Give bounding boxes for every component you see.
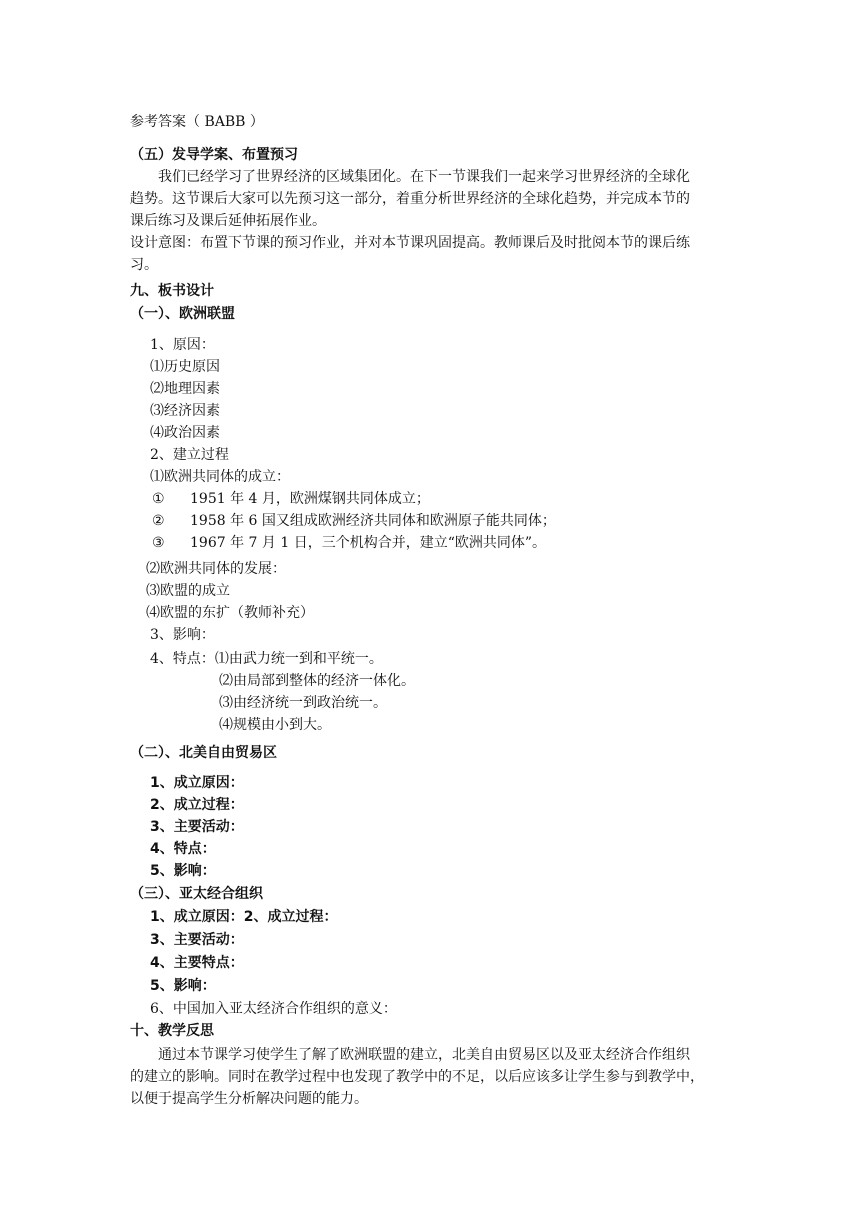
- section9-heading: 九、板书设计: [130, 283, 214, 299]
- eu-item: 1、原因：: [150, 337, 215, 353]
- apec-item: 5、影响：: [150, 978, 216, 994]
- section10-heading: 十、教学反思: [130, 1023, 214, 1039]
- circled-number: ②: [152, 513, 165, 529]
- eu-item: ⑵欧洲共同体的发展：: [146, 561, 286, 577]
- eu-item: 2、建立过程: [150, 447, 229, 463]
- nafta-item: 2、成立过程：: [150, 797, 244, 813]
- reflection-line: 以便于提高学生分析解决问题的能力。: [130, 1091, 368, 1107]
- reflection-line: 的建立的影响。同时在教学过程中也发现了教学中的不足，以后应该多让学生参与到教学中，: [130, 1069, 704, 1085]
- nafta-item: 5、影响：: [150, 863, 216, 879]
- eu-item: 4、特点：⑴由武力统一到和平统一。: [150, 651, 383, 667]
- eu-milestone: 1951 年 4 月，欧洲煤钢共同体成立；: [190, 491, 430, 507]
- eu-item: ⑴历史原因: [150, 359, 220, 375]
- nafta-heading: （二）、北美自由贸易区: [130, 745, 277, 761]
- eu-milestone: 1958 年 6 国又组成欧洲经济共同体和欧洲原子能共同体；: [190, 513, 556, 529]
- eu-item: ⑶欧盟的成立: [146, 583, 230, 599]
- eu-feature: ⑵由局部到整体的经济一体化。: [219, 673, 415, 689]
- eu-item: ⑷政治因素: [150, 425, 220, 441]
- eu-feature: ⑷规模由小到大。: [219, 717, 331, 733]
- answer-line: 参考答案（ BABB ）: [130, 114, 264, 130]
- eu-item: ⑴欧洲共同体的成立：: [150, 469, 290, 485]
- design-intent-line: 习。: [130, 257, 158, 273]
- section5-paragraph-line: 课后练习及课后延伸拓展作业。: [130, 213, 326, 229]
- section5-paragraph-line: 趋势。这节课后大家可以先预习这一部分，着重分析世界经济的全球化趋势，并完成本节的: [130, 191, 690, 207]
- section5-paragraph-line: 我们已经学习了世界经济的区域集团化。在下一节课我们一起来学习世界经济的全球化: [158, 169, 690, 185]
- eu-item: ⑵地理因素: [150, 381, 220, 397]
- circled-number: ①: [152, 491, 165, 507]
- design-intent-line: 设计意图：布置下节课的预习作业，并对本节课巩固提高。教师课后及时批阅本节的课后练: [130, 235, 690, 251]
- apec-heading: （三）、亚太经合组织: [130, 886, 263, 902]
- reflection-line: 通过本节课学习使学生了解了欧洲联盟的建立，北美自由贸易区以及亚太经济合作组织: [158, 1047, 690, 1063]
- eu-item: 3、影响：: [150, 627, 215, 643]
- eu-item: ⑶经济因素: [150, 403, 220, 419]
- eu-feature: ⑶由经济统一到政治统一。: [219, 695, 387, 711]
- eu-milestone: 1967 年 7 月 1 日，三个机构合并，建立“欧洲共同体”。: [190, 535, 547, 551]
- apec-item: 6、中国加入亚太经济合作组织的意义：: [150, 1001, 397, 1017]
- section5-heading: （五）发导学案、布置预习: [130, 147, 298, 163]
- eu-item: ⑷欧盟的东扩（教师补充）: [146, 605, 314, 621]
- apec-item: 4、主要特点：: [150, 955, 244, 971]
- eu-heading: （一）、欧洲联盟: [130, 306, 235, 322]
- apec-item: 3、主要活动：: [150, 932, 244, 948]
- nafta-item: 1、成立原因：: [150, 775, 244, 791]
- apec-item: 1、成立原因：2、成立过程：: [150, 909, 338, 925]
- nafta-item: 3、主要活动：: [150, 819, 244, 835]
- circled-number: ③: [152, 535, 165, 551]
- nafta-item: 4、特点：: [150, 841, 216, 857]
